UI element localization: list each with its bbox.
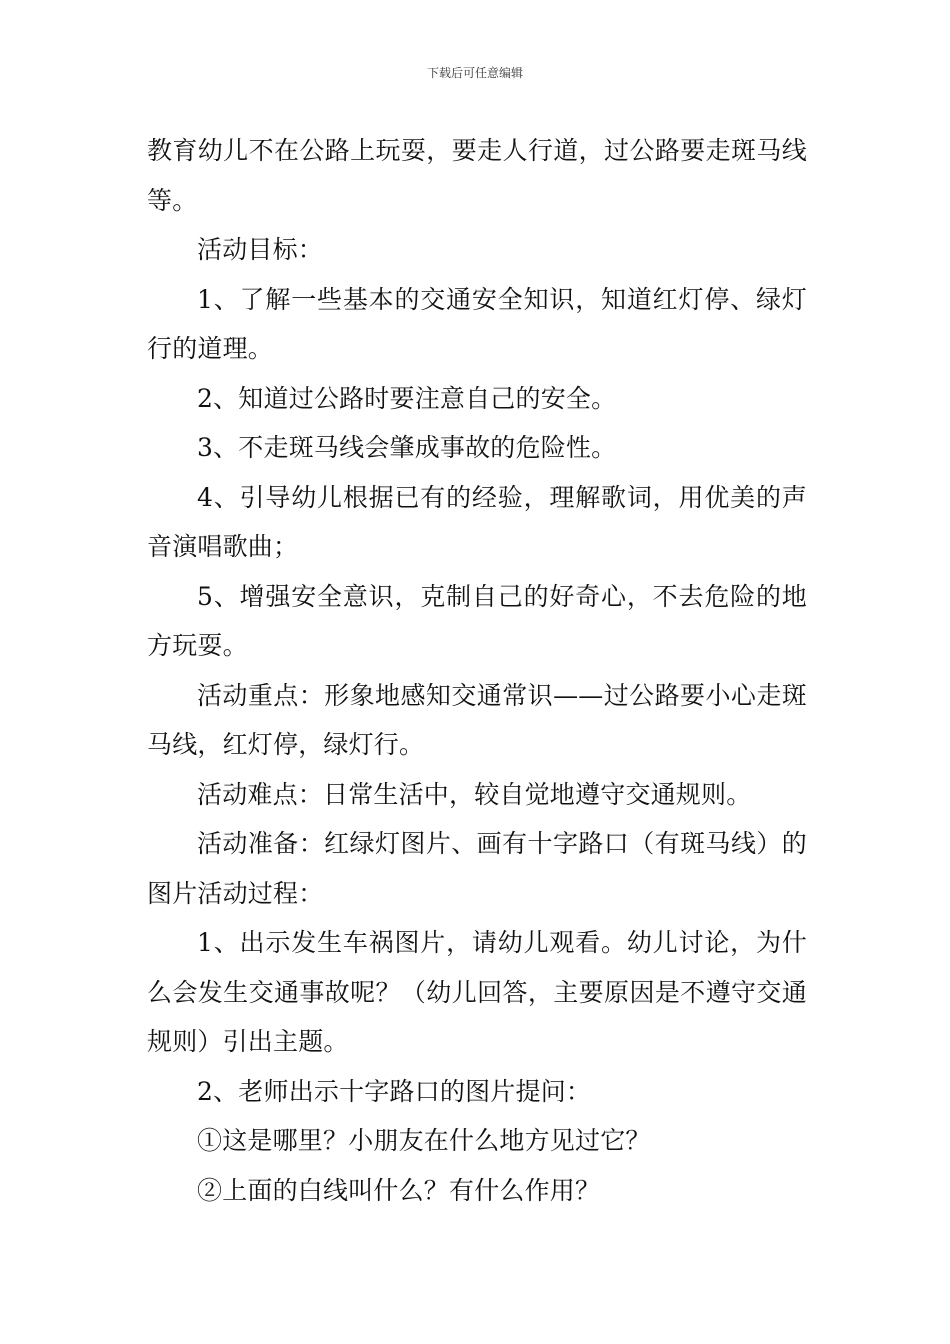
paragraph: ①这是哪里？小朋友在什么地方见过它？: [197, 1126, 651, 1155]
paragraph: 2、知道过公路时要注意自己的安全。: [197, 383, 617, 413]
paragraph: 教育幼儿不在公路上玩耍，要走人行道，过公路要走斑马线等。: [147, 136, 807, 215]
paragraph: 1、出示发生车祸图片，请幼儿观看。幼儿讨论，为什么会发生交通事故呢？（幼儿回答，主要原因是不遵守交通规则）引出主题。: [147, 928, 807, 1056]
paragraph: 活动重点：形象地感知交通常识——过公路要小心走斑马线，红灯停，绿灯行。: [147, 680, 807, 759]
paragraph: 活动目标：: [197, 235, 324, 264]
page-header: 下载后可任意编辑: [426, 66, 523, 80]
paragraph: 活动准备：红绿灯图片、画有十字路口（有斑马线）的图片活动过程：: [147, 829, 807, 908]
document-body: [147, 126, 807, 1215]
paragraph: ②上面的白线叫什么？有什么作用？: [197, 1175, 601, 1205]
paragraph: 2、老师出示十字路口的图片提问：: [197, 1076, 592, 1106]
paragraph: 3、不走斑马线会肇成事故的危险性。: [197, 433, 617, 462]
paragraph: 5、增强安全意识，克制自己的好奇心，不去危险的地方玩耍。: [147, 581, 807, 660]
paragraph: 活动难点：日常生活中，较自觉地遵守交通规则。: [197, 779, 752, 809]
paragraph: 4、引导幼儿根据已有的经验，理解歌词，用优美的声音演唱歌曲；: [147, 482, 807, 561]
paragraph: 1、了解一些基本的交通安全知识，知道红灯停、绿灯行的道理。: [147, 284, 807, 363]
